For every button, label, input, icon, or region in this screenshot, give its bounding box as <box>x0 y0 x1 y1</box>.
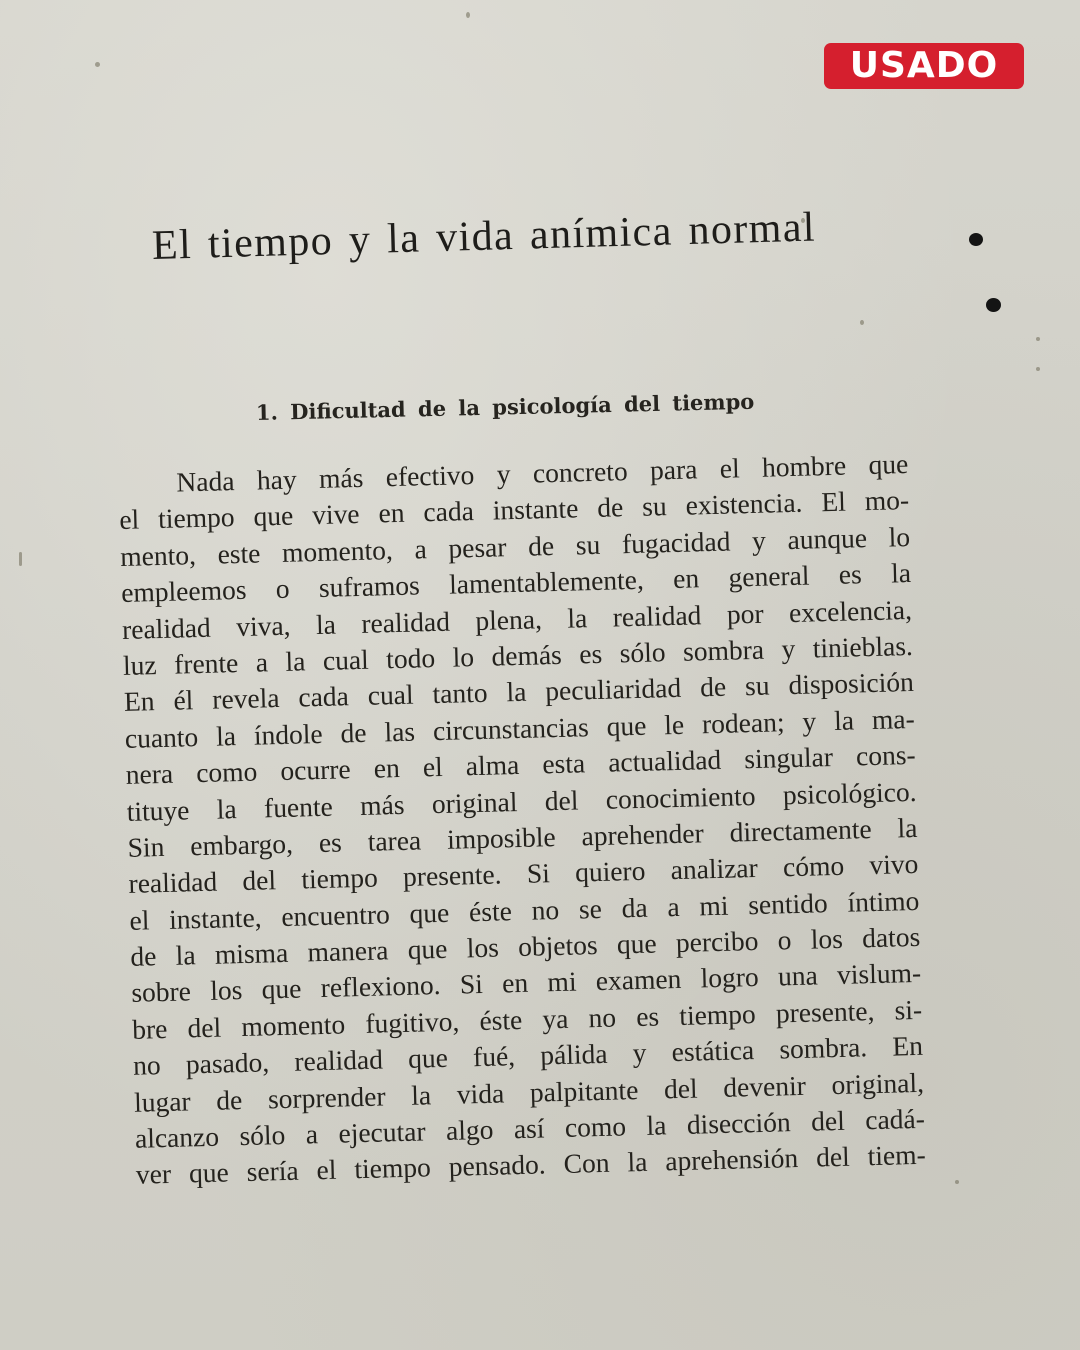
paper-speck <box>466 12 470 18</box>
text-line: de la misma manera que los objetos que percibo o los datos <box>130 920 921 972</box>
paper-speck <box>95 62 100 67</box>
binder-hole-icon <box>986 298 1001 312</box>
text-line: empleemos o suframos lamentablemente, en general es la <box>120 557 912 609</box>
text-line: En él revela cada cual tanto la peculiaridad de su disposición <box>123 666 915 718</box>
text-line: cuanto la índole de las circunstancias que le rodean; y la ma- <box>124 702 916 754</box>
text-line: alcanzo sólo a ejecutar algo así como la disección del cadá- <box>134 1102 926 1154</box>
text-line: no pasado, realidad que fué, pálida y estática sombra. En <box>132 1030 924 1082</box>
text-line: lugar de sorprender la vida palpitante del devenir original, <box>133 1066 925 1118</box>
text-line: sobre los que reflexiono. Si en mi examen logro una vislum- <box>130 957 922 1009</box>
text-line: realidad del tiempo presente. Si quiero analizar cómo vivo <box>128 848 919 900</box>
chapter-title: El tiempo y la vida anímica normal <box>151 204 817 269</box>
paper-speck <box>1036 337 1040 341</box>
text-line: ver que sería el tiempo pensado. Con la aprehensión del tiem- <box>135 1139 927 1191</box>
text-line: Sin embargo, es tarea imposible aprehender directamente la <box>127 811 918 863</box>
body-paragraph <box>118 446 926 1194</box>
text-line: realidad viva, la realidad plena, la realidad por excelencia, <box>121 593 913 645</box>
used-condition-badge: USADO <box>824 43 1024 89</box>
text-line: el instante, encuentro que éste no se da a mi sentido íntimo <box>129 884 920 936</box>
paper-speck <box>955 1180 959 1184</box>
text-line: mento, este momento, a pesar de su fugacidad y aunque lo <box>119 520 911 572</box>
text-line: el tiempo que vive en cada instante de su existencia. El mo- <box>118 484 910 536</box>
text-line: Nada hay más efectivo y concreto para el hombre que <box>176 448 909 498</box>
paper-speck <box>860 320 864 325</box>
text-line: tituye la fuente más original del conocimiento psicológico. <box>126 775 917 827</box>
paper-speck <box>19 552 22 566</box>
section-title: 1. Dificultad de la psicología del tiempo <box>255 388 755 425</box>
paper-speck <box>1036 367 1040 371</box>
text-line: nera como ocurre en el alma esta actualidad singular cons- <box>125 739 916 791</box>
text-line: bre del momento fugitivo, éste ya no es tiempo presente, si- <box>131 993 923 1045</box>
binder-hole-icon <box>969 233 983 246</box>
text-line: luz frente a la cual todo lo demás es sólo sombra y tinieblas. <box>122 629 914 681</box>
